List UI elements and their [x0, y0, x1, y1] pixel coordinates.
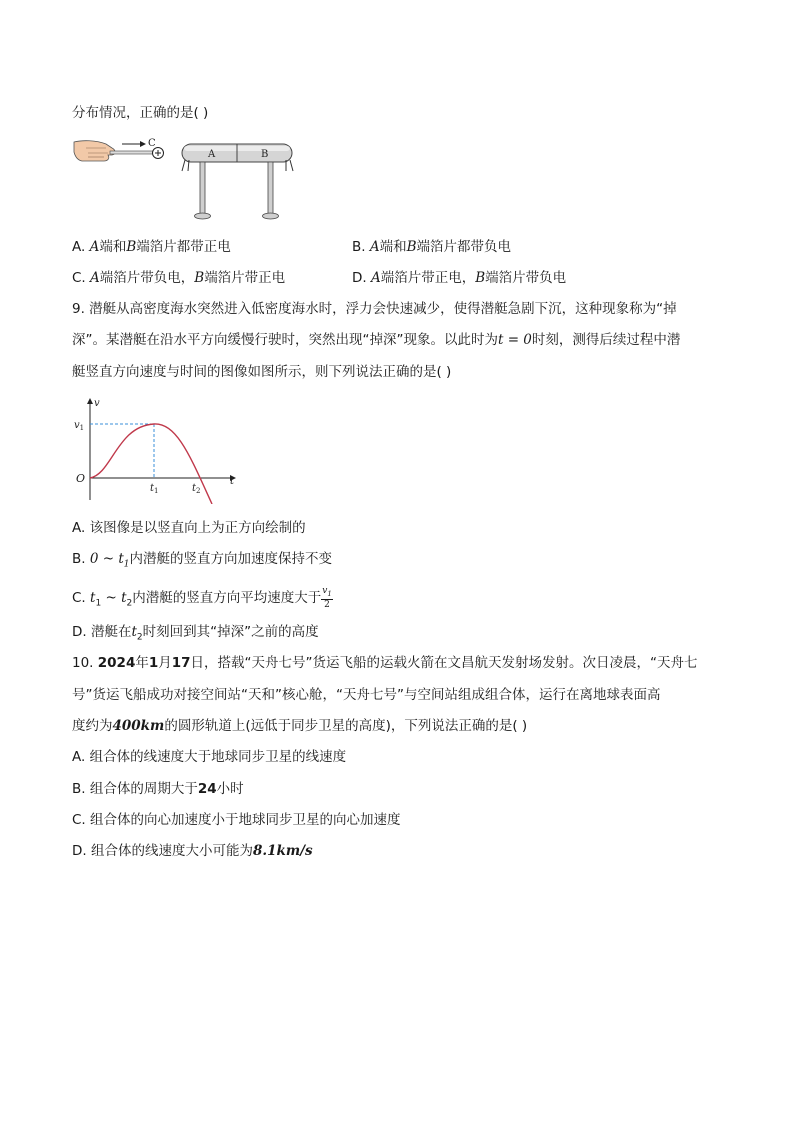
- charged-rod: [110, 151, 154, 154]
- tick-label-t1: $t_1$: [150, 483, 159, 495]
- tick-label-v1: $v_1$: [74, 420, 85, 432]
- q10-option-d: D. 组合体的线速度大小可能为8.1km/s: [72, 843, 313, 859]
- label-a: A: [208, 149, 216, 160]
- q8-option-c: C. A端箔片带负电，B端箔片带正电: [72, 270, 286, 286]
- q8-option-a: A. A端和B端箔片都带正电: [72, 239, 231, 255]
- q9-vt-graph: [72, 396, 242, 504]
- q9-stem-line-2: 深”。某潜艇在沿水平方向缓慢行驶时，突然出现“掉深”现象。以此时为t = 0时刻，测得后续过程中潜: [72, 332, 681, 348]
- origin-label: O: [76, 472, 86, 485]
- q8-figure: [72, 138, 302, 222]
- fraction-v1-over-2: $\frac{v_1}{2}$: [322, 586, 332, 610]
- q9-option-b: B. 0 ~ $t_1$内潜艇的竖直方向加速度保持不变: [72, 551, 333, 570]
- conductor: [182, 144, 293, 171]
- axis-label-t: t: [230, 476, 235, 487]
- q10-stem-line-1: 10. 2024年1月17日，搭载“天舟七号”货运飞船的运载火箭在文昌航天发射场发射。次日凌晨，“天舟七: [72, 655, 698, 671]
- positive-charge-icon: [153, 148, 164, 159]
- label-c: C: [148, 138, 156, 149]
- label-b: B: [261, 149, 269, 160]
- q10-stem-line-3: 度约为400km的圆形轨道上(远低于同步卫星的高度)，下列说法正确的是( ): [72, 718, 528, 734]
- tick-label-t2: $t_2$: [192, 483, 201, 495]
- q9-stem-line-3: 艇竖直方向速度与时间的图像如图所示，则下列说法正确的是( ): [72, 364, 452, 380]
- axis-label-v: v: [94, 398, 100, 409]
- q9-option-d: D. 潜艇在$t_2$时刻回到其“掉深”之前的高度: [72, 624, 319, 643]
- q10-option-c: C. 组合体的向心加速度小于地球同步卫星的向心加速度: [72, 812, 401, 828]
- q8-option-d: D. A端箔片带正电，B端箔片带负电: [352, 270, 567, 286]
- q10-stem-line-2: 号”货运飞船成功对接空间站“天和”核心舱，“天舟七号”与空间站组成组合体，运行在离地球表面高: [72, 687, 661, 703]
- hand-icon: [74, 141, 115, 161]
- q8-option-b: B. A端和B端箔片都带负电: [352, 239, 512, 255]
- q10-option-b: B. 组合体的周期大于24小时: [72, 781, 244, 797]
- q10-option-a: A. 组合体的线速度大于地球同步卫星的线速度: [72, 749, 347, 765]
- insulating-stands: [195, 162, 279, 219]
- q8-stem-tail: 分布情况，正确的是( ): [72, 105, 209, 121]
- q9-stem-line-1: 9. 潜艇从高密度海水突然进入低密度海水时，浮力会快速减少，使得潜艇急剧下沉，这种现象称为“掉: [72, 301, 677, 317]
- q9-option-a: A. 该图像是以竖直向上为正方向绘制的: [72, 520, 306, 536]
- q9-option-c: C. $t_1$ ~ $t_2$内潜艇的竖直方向平均速度大于 $\frac{v_1}{2}$: [72, 586, 332, 610]
